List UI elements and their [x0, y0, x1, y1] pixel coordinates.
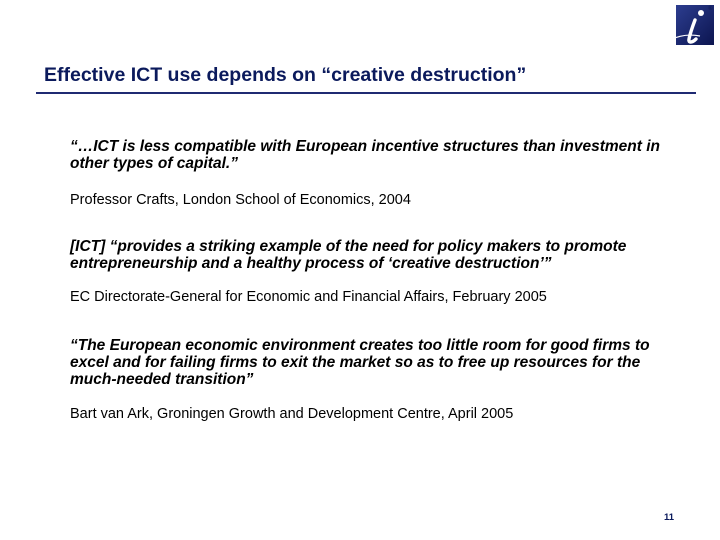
quote-1-source: Professor Crafts, London School of Economics, 2004: [70, 192, 411, 208]
svg-text:®: ®: [708, 6, 713, 12]
quote-3-text: “The European economic environment creates too little room for good firms to excel and for failing firms to exit the market so as to free up resources for the much-needed transition”: [70, 337, 650, 388]
quote-2-source: EC Directorate-General for Economic and Financial Affairs, February 2005: [70, 289, 547, 305]
i-logo-icon: [668, 2, 716, 48]
quote-1-text: “…ICT is less compatible with European incentive structures than investment in other types of capital.”: [70, 138, 660, 172]
title-divider: [36, 92, 696, 94]
page-number: 11: [664, 512, 675, 523]
quote-2-text: [ICT] “provides a striking example of the need for policy makers to promote entrepreneurship and a healthy process of ‘creative destruction’”: [70, 238, 627, 272]
slide-title: Effective ICT use depends on “creative destruction”: [44, 64, 527, 86]
quote-3-source: Bart van Ark, Groningen Growth and Development Centre, April 2005: [70, 406, 514, 422]
